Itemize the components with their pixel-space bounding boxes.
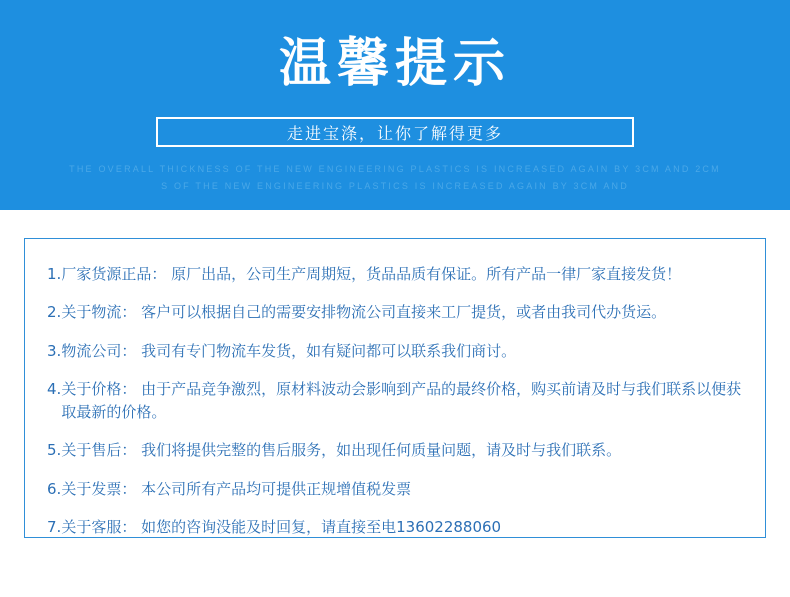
list-item-label: 关于价格： <box>61 379 137 398</box>
list-item <box>47 439 743 462</box>
list-item-label: 关于客服： <box>61 517 137 536</box>
list-item <box>47 378 743 425</box>
list-item-text: 我司有专门物流车发货，如有疑问都可以联系我们商讨。 <box>141 341 517 360</box>
list-item-label: 物流公司： <box>61 341 137 360</box>
list-item-body <box>61 340 743 363</box>
list-item-text: 原厂出品，公司生产周期短，货品品质有保证。所有产品一律厂家直接发货！ <box>171 265 682 283</box>
banner-english-line-1: THE OVERALL THICKNESS OF THE NEW ENGINEERING PLASTICS IS INCREASED AGAIN BY 3CM AND 2CM <box>69 164 721 175</box>
list-item-number: 5. <box>47 441 62 460</box>
list-item-label: 关于物流： <box>61 303 137 322</box>
notice-list <box>25 239 765 539</box>
list-item-text: 我们将提供完整的售后服务，如出现任何质量问题，请及时与我们联系。 <box>141 441 622 460</box>
list-item-text: 由于产品竞争激烈，原材料波动会影响到产品的最终价格，购买前请及时与我们联系以便获取最新的价格。 <box>61 379 742 421</box>
banner <box>0 0 790 210</box>
list-item-number: 3. <box>47 341 62 360</box>
list-item-body <box>61 263 743 286</box>
list-item-number: 1. <box>47 265 62 283</box>
list-item <box>47 516 743 539</box>
list-item-label: 关于售后： <box>61 441 137 460</box>
list-item-body <box>61 301 743 324</box>
banner-title: 温馨提示 <box>278 34 511 94</box>
list-item-text: 本公司所有产品均可提供正规增值税发票 <box>141 479 412 498</box>
list-item <box>47 478 743 501</box>
list-item-label: 关于发票： <box>61 479 137 498</box>
banner-subtitle: 走进宝涤，让你了解得更多 <box>286 123 503 143</box>
list-item <box>47 340 743 363</box>
list-item-text: 如您的咨询没能及时回复，请直接至电13602288060 <box>141 517 502 536</box>
list-item-number: 4. <box>47 379 62 398</box>
list-item <box>47 263 743 286</box>
list-item-body <box>61 378 743 425</box>
list-item-body <box>61 516 743 539</box>
list-item-number: 6. <box>47 479 62 498</box>
list-item-body <box>61 478 743 501</box>
list-item-text: 客户可以根据自己的需要安排物流公司直接来工厂提货，或者由我司代办货运。 <box>141 303 667 322</box>
list-item <box>47 301 743 324</box>
banner-english-text <box>45 161 745 195</box>
list-item-number: 7. <box>47 517 62 536</box>
list-item-number: 2. <box>47 303 62 322</box>
banner-subtitle-box <box>156 117 634 147</box>
banner-english-line-2: S OF THE NEW ENGINEERING PLASTICS IS INCREASED AGAIN BY 3CM AND <box>161 181 629 192</box>
list-item-body <box>61 439 743 462</box>
list-item-label: 厂家货源正品： <box>61 265 167 283</box>
notice-card <box>24 238 766 538</box>
